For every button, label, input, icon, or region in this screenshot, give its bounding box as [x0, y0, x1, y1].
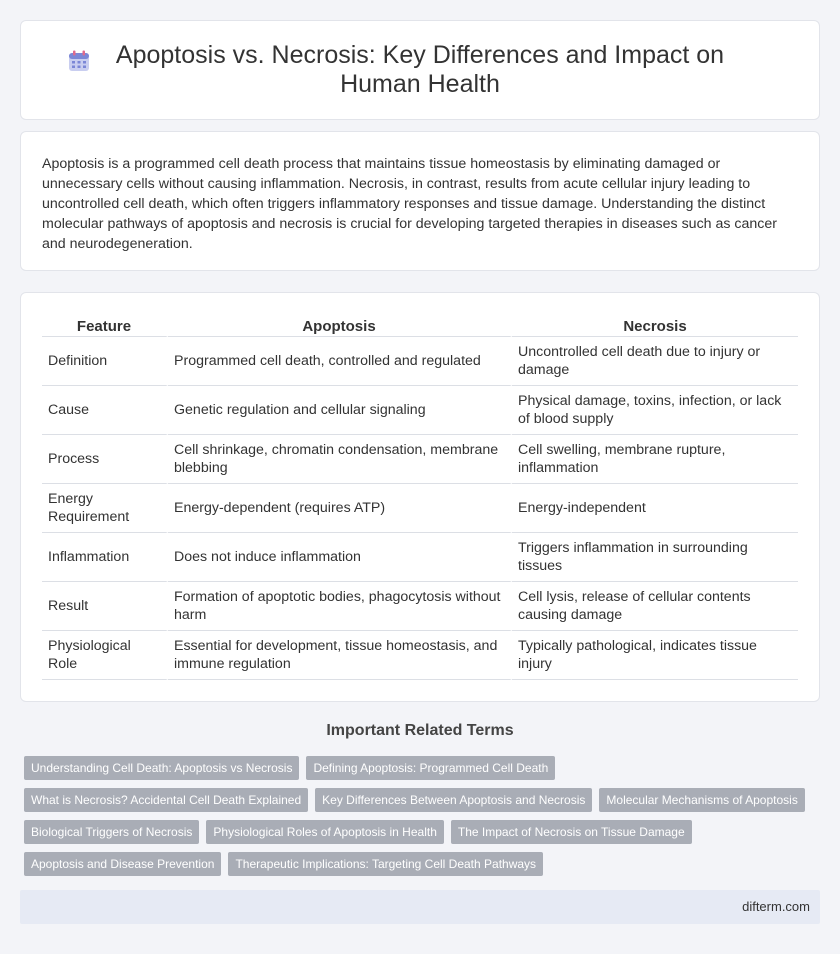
related-term-tag[interactable]: Therapeutic Implications: Targeting Cell Death Pathways — [228, 852, 543, 876]
related-term-tag[interactable]: Molecular Mechanisms of Apoptosis — [599, 788, 804, 812]
apoptosis-cell: Energy-dependent (requires ATP) — [168, 484, 512, 533]
related-term-tag[interactable]: Apoptosis and Disease Prevention — [24, 852, 221, 876]
table-row — [42, 337, 798, 386]
page-title: Apoptosis vs. Necrosis: Key Differences and Impact on Human Health — [115, 41, 725, 98]
footer — [20, 890, 820, 924]
related-term-tag[interactable]: Physiological Roles of Apoptosis in Health — [206, 820, 443, 844]
tag-row — [24, 852, 824, 876]
tag-row — [24, 820, 824, 844]
necrosis-cell: Cell lysis, release of cellular contents causing damage — [512, 582, 798, 631]
apoptosis-cell: Essential for development, tissue homeostasis, and immune regulation — [168, 631, 512, 680]
table-row — [42, 533, 798, 582]
tag-row — [24, 756, 824, 780]
necrosis-cell: Physical damage, toxins, infection, or lack of blood supply — [512, 386, 798, 435]
related-terms-list — [24, 756, 824, 884]
related-term-tag[interactable]: What is Necrosis? Accidental Cell Death Explained — [24, 788, 308, 812]
title-card — [20, 20, 820, 120]
header-apoptosis: Apoptosis — [168, 315, 512, 337]
related-term-tag[interactable]: The Impact of Necrosis on Tissue Damage — [451, 820, 692, 844]
table-row — [42, 435, 798, 484]
necrosis-cell: Triggers inflammation in surrounding tissues — [512, 533, 798, 582]
related-terms-heading: Important Related Terms — [326, 722, 514, 739]
necrosis-cell: Energy-independent — [512, 484, 798, 533]
related-term-tag[interactable]: Understanding Cell Death: Apoptosis vs Necrosis — [24, 756, 299, 780]
feature-cell: Physiological Role — [42, 631, 168, 680]
feature-cell: Definition — [42, 337, 168, 386]
feature-cell: Inflammation — [42, 533, 168, 582]
apoptosis-cell: Programmed cell death, controlled and regulated — [168, 337, 512, 386]
necrosis-cell: Typically pathological, indicates tissue injury — [512, 631, 798, 680]
header-feature: Feature — [42, 315, 168, 337]
feature-cell: Energy Requirement — [42, 484, 168, 533]
related-term-tag[interactable]: Key Differences Between Apoptosis and Necrosis — [315, 788, 592, 812]
related-term-tag[interactable]: Biological Triggers of Necrosis — [24, 820, 199, 844]
apoptosis-cell: Genetic regulation and cellular signaling — [168, 386, 512, 435]
table-header-row — [42, 315, 798, 337]
feature-cell: Cause — [42, 386, 168, 435]
comparison-card — [20, 292, 820, 702]
tag-row — [24, 788, 824, 812]
table-row — [42, 484, 798, 533]
apoptosis-cell: Cell shrinkage, chromatin condensation, membrane blebbing — [168, 435, 512, 484]
footer-site-link[interactable]: difterm.com — [742, 899, 810, 914]
header-necrosis: Necrosis — [512, 315, 798, 337]
intro-paragraph: Apoptosis is a programmed cell death process that maintains tissue homeostasis by eliminating damaged or unnecessary cells without causing inflammation. Necrosis, in contrast, results from acute cellular injury leading to uncontrolled cell death, which often triggers inflammatory responses and tissue damage. Understanding the distinct molecular pathways of apoptosis and necrosis is crucial for developing targeted therapies in diseases such as cancer and neurodegeneration. — [42, 156, 777, 252]
intro-card — [20, 131, 820, 271]
necrosis-cell: Uncontrolled cell death due to injury or damage — [512, 337, 798, 386]
table-row — [42, 631, 798, 680]
comparison-table — [42, 315, 798, 680]
feature-cell: Process — [42, 435, 168, 484]
table-row — [42, 582, 798, 631]
necrosis-cell: Cell swelling, membrane rupture, inflammation — [512, 435, 798, 484]
apoptosis-cell: Does not induce inflammation — [168, 533, 512, 582]
table-row — [42, 386, 798, 435]
feature-cell: Result — [42, 582, 168, 631]
related-term-tag[interactable]: Defining Apoptosis: Programmed Cell Death — [306, 756, 555, 780]
apoptosis-cell: Formation of apoptotic bodies, phagocytosis without harm — [168, 582, 512, 631]
